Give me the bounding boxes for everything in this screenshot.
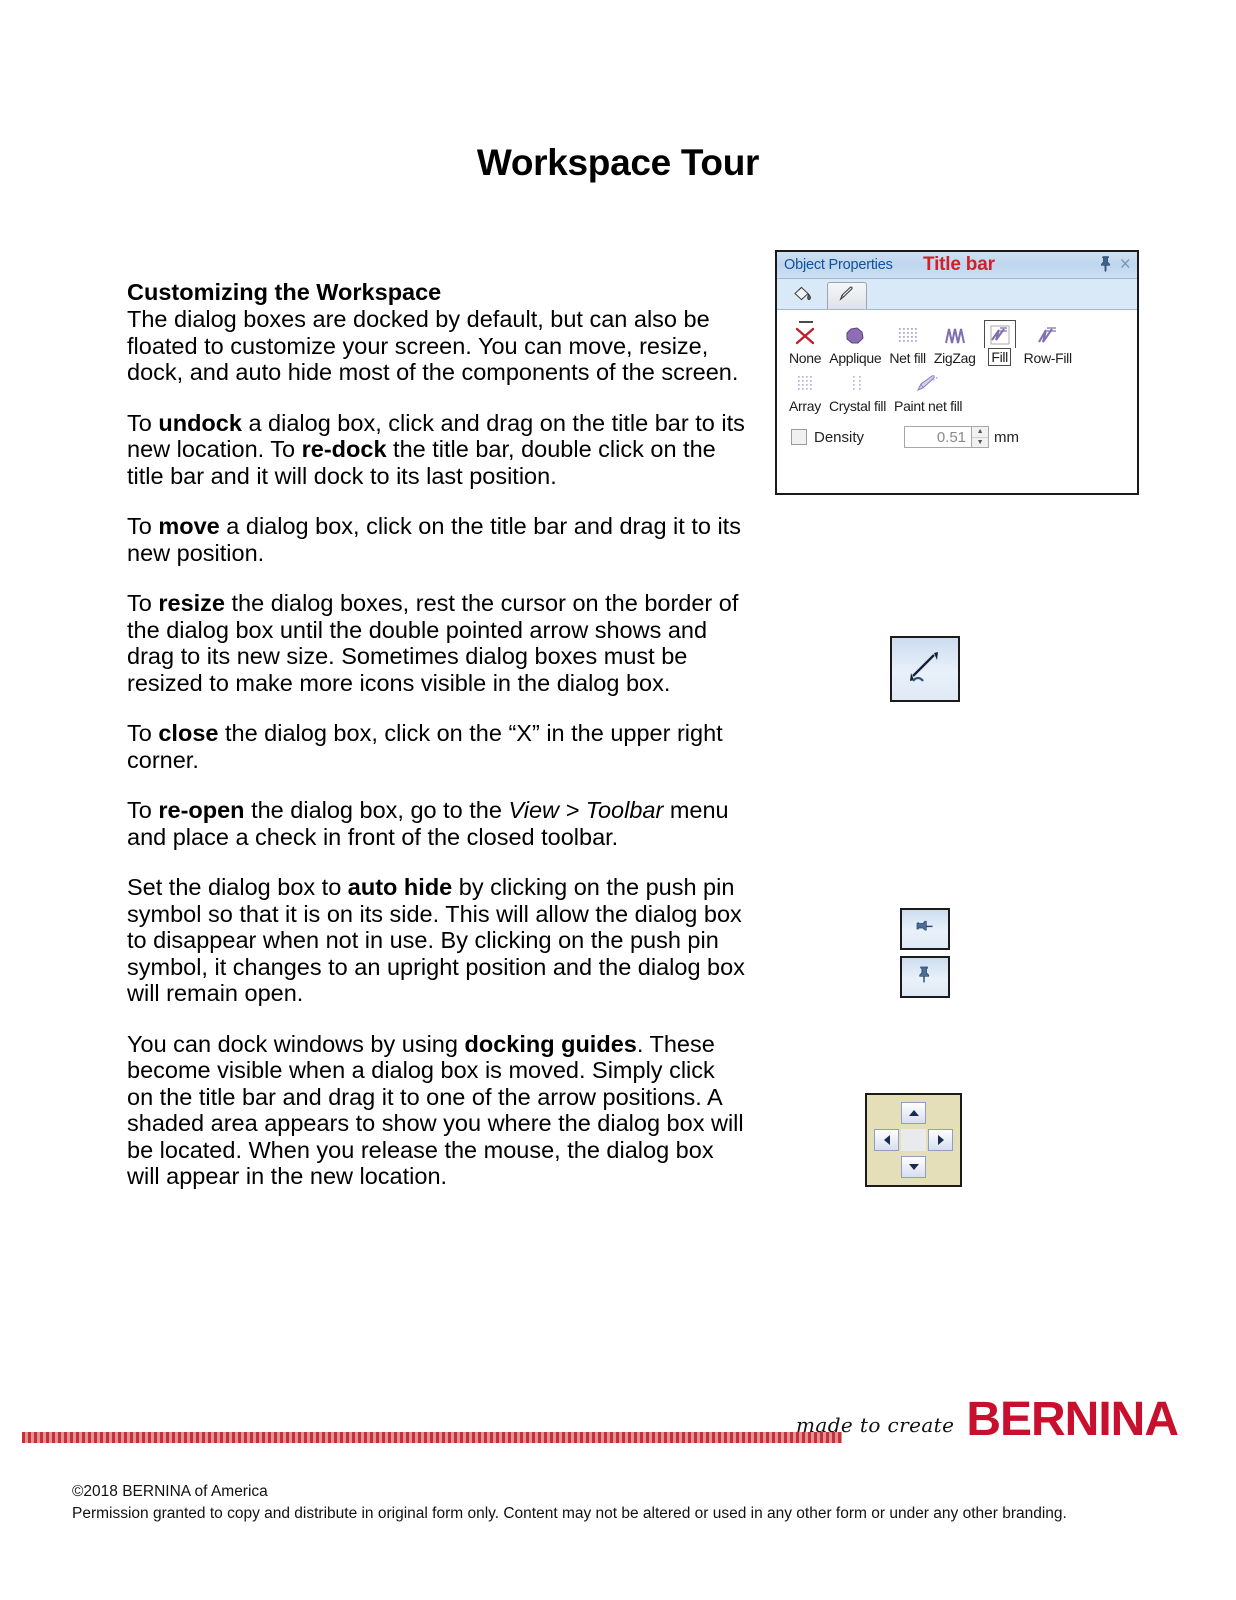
applique-blob-icon [842,322,868,350]
density-label: Density [814,428,865,446]
tab-outline[interactable] [827,282,867,309]
text-run: auto hide [347,874,453,900]
fill-option-label: Fill [988,348,1011,366]
section-heading: Customizing the Workspace [127,279,442,305]
paragraph-autohide [127,874,745,1007]
fill-option-array[interactable] [787,370,823,414]
text-run: move [158,513,220,539]
collapse-dash-icon [799,321,813,323]
fill-option-net-fill[interactable] [887,322,928,366]
paragraph-intro [127,306,738,385]
text-run: menu and place a check in front of the closed toolbar. [127,797,729,850]
text-run: To [127,720,159,746]
text-run: the dialog box, click on the “X” in the upper right corner. [127,720,723,773]
pin-sideways-figure [900,908,950,950]
fill-option-fill[interactable] [982,320,1018,366]
fill-option-label: Crystal fill [828,398,887,414]
fill-option-label: Paint net fill [894,398,963,414]
footer-copyright-line: ©2018 BERNINA of America [72,1483,268,1500]
close-icon[interactable] [1119,255,1132,272]
docker-tab-strip[interactable] [777,279,1137,310]
footer-decorative-rule [22,1432,842,1443]
fill-option-label: Row-Fill [1023,350,1072,366]
footer-tagline: made to create [796,1413,955,1437]
text-run: the dialog boxes, rest the cursor on the border of the dialog box until the double pointed arrow shows and drag to its new size. Sometimes dialog boxes must be resized to make more icons visible in the dialog box. [127,590,739,696]
resize-cursor-figure [890,636,960,702]
text-run: re-open [158,797,245,823]
docking-guides-figure [865,1093,962,1187]
stepper-down-icon[interactable]: ▼ [976,438,984,446]
text-run: To [127,797,159,823]
pin-upright-figure [900,956,950,998]
text-run: To [127,409,159,436]
fill-option-applique[interactable] [827,322,883,366]
text-run: You can dock windows by using [127,1030,465,1057]
text-run: close [158,720,219,746]
tab-fill[interactable] [783,282,823,309]
text-run: a dialog box, click and drag on the title bar to its new location. To [127,409,745,462]
pin-vertical-icon [912,963,938,992]
fill-icon [984,320,1016,348]
docker-title-label: Object Properties [784,257,893,273]
text-run: by clicking on the push pin symbol so that it is on its side. This will allow the dialog box to disappear when not in use. By clicking on the push pin symbol, it changes to an upright position and the dialog box will remain open. [127,874,745,1006]
pin-horizontal-icon [912,915,938,944]
fill-option-row-fill[interactable] [1022,322,1074,366]
net-fill-dots-icon [894,322,922,350]
docker-window-buttons[interactable] [1099,255,1132,272]
fill-option-label: Array [789,398,821,414]
paint-bucket-icon [792,284,814,309]
pencil-icon [836,284,858,309]
footer-permission-line: Permission granted to copy and distribute in original form only. Content may not be altered or used in any other form or under any other branding. [72,1504,1067,1522]
text-run: To [127,590,159,616]
pin-icon[interactable] [1099,255,1112,272]
chevron-right-icon [938,1135,944,1145]
footer-copyright-block [72,1482,1132,1523]
title-bar-annotation: Title bar [923,254,995,275]
fill-option-none[interactable] [787,322,823,366]
fill-option-paint-net-fill[interactable] [892,370,964,414]
text-run: View > Toolbar [508,797,664,823]
fill-option-label: Net fill [889,350,926,366]
text-run: To [127,513,159,539]
chevron-left-icon [884,1135,890,1145]
density-checkbox[interactable] [791,429,807,445]
crystal-fill-dots-icon [844,370,870,398]
docking-guide-center [901,1129,926,1151]
array-dots-icon [792,370,818,398]
fill-option-label: ZigZag [933,350,976,366]
paragraph-reopen [127,797,745,850]
text-run: re-dock [301,436,387,462]
x-mark-icon [792,322,818,350]
object-properties-docker[interactable] [775,250,1139,495]
body-text-column [127,279,745,1190]
paragraph-move [127,513,745,566]
row-fill-icon [1035,322,1061,350]
footer-brand-lockup [796,1393,1178,1446]
fill-type-row-2[interactable] [787,370,1129,414]
docker-title-bar[interactable] [777,252,1137,279]
paragraph-close [127,720,745,773]
paint-net-fill-icon [913,370,943,398]
text-run: the title bar, double click on the title bar and it will dock to its last position. [127,436,716,489]
density-stepper[interactable] [972,426,989,448]
paragraph-undock [127,410,745,490]
text-run: docking guides [464,1030,637,1057]
fill-option-crystal-fill[interactable] [827,370,888,414]
fill-option-label: Applique [829,350,882,366]
stepper-up-icon[interactable]: ▲ [972,427,988,438]
paragraph-docking [127,1031,745,1190]
docking-guide-up-arrow[interactable] [901,1102,926,1124]
docking-guide-down-arrow[interactable] [901,1156,926,1178]
text-run: Set the dialog box to [127,874,348,900]
page-title: Workspace Tour [476,142,760,183]
fill-type-row-1[interactable] [787,320,1129,366]
chevron-down-icon [909,1164,919,1170]
fill-option-label: None [789,350,822,366]
density-units-label: mm [994,428,1020,446]
fill-option-zigzag[interactable] [932,322,978,366]
chevron-up-icon [909,1110,919,1116]
double-pointed-arrow-icon [901,644,949,695]
text-run: . These become visible when a dialog box is moved. Simply click on the title bar and drag it to one of the arrow positions. A shaded area appears to show you where the dialog box will be located. When you release the mouse, the dialog box will appear in the new location. [127,1030,744,1189]
fill-type-grid[interactable] [777,310,1137,414]
density-input[interactable]: 0.51 [904,426,972,448]
bernina-logo: BERNINA [966,1393,1178,1446]
text-run: undock [158,409,242,436]
text-run: resize [158,590,225,616]
text-run: The dialog boxes are docked by default, but can also be floated to customize your screen. You can move, resize, dock, and auto hide most of the components of the screen. [127,306,739,385]
docking-guide-right-arrow[interactable] [928,1129,953,1151]
text-run: a dialog box, click on the title bar and drag it to its new position. [127,513,741,566]
zigzag-icon [941,322,969,350]
density-row[interactable] [777,418,1137,448]
intro-block [127,279,745,386]
docking-guide-left-arrow[interactable] [874,1129,899,1151]
text-run: the dialog box, go to the [244,797,509,823]
paragraph-resize [127,590,745,696]
